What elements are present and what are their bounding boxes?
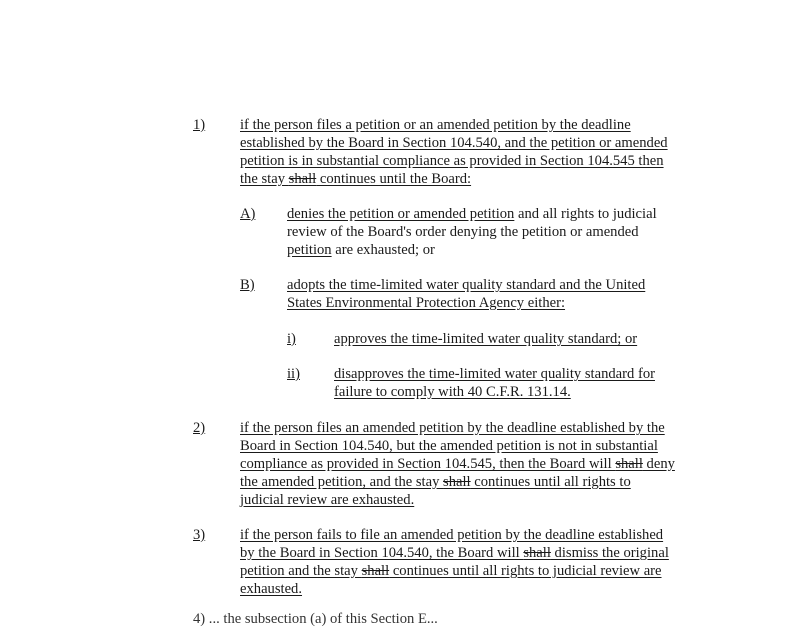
item-label: 1) xyxy=(193,117,206,133)
text-line xyxy=(240,419,665,437)
struck-text: shall xyxy=(288,171,317,187)
struck-text: shall xyxy=(523,545,551,561)
subitem-label: B) xyxy=(240,277,255,293)
struck-text: shall xyxy=(443,474,471,490)
text-segment: and all rights to judicial xyxy=(514,206,657,222)
text-line xyxy=(240,544,669,562)
text-line xyxy=(334,383,571,401)
text-segment: exhausted. xyxy=(240,581,303,597)
struck-text: shall xyxy=(615,456,643,472)
cut-off-line: 4) ... the subsection (a) of this Section E... xyxy=(193,611,438,627)
subsubitem-label: ii) xyxy=(287,366,300,382)
item-label: 2) xyxy=(193,420,206,436)
text-segment: denies the petition or amended petition xyxy=(287,206,515,222)
text-segment: petition xyxy=(287,242,332,258)
text-line xyxy=(240,170,471,188)
text-segment: compliance as provided in Section 104.545, then the Board will xyxy=(240,456,616,472)
text-segment: if the person files an amended petition by the deadline established by the xyxy=(240,420,665,436)
text-segment: if the person fails to file an amended petition by the deadline established xyxy=(240,527,664,543)
text-segment: if the person files a petition or an amended petition by the deadline xyxy=(240,117,631,133)
text-segment: failure to comply with 40 C.F.R. 131.14. xyxy=(334,384,571,400)
subitem-label: A) xyxy=(240,206,256,222)
text-line xyxy=(334,330,637,348)
text-segment: judicial review are exhausted. xyxy=(240,492,415,508)
text-segment: review of the Board's order denying the petition or amended xyxy=(287,224,639,240)
text-line xyxy=(240,134,668,152)
text-segment: by the Board in Section 104.540, the Board will xyxy=(240,545,524,561)
text-line xyxy=(287,223,639,241)
text-line xyxy=(240,562,662,580)
text-segment: are exhausted; or xyxy=(331,242,435,258)
text-line xyxy=(240,152,664,170)
text-segment: dismiss the original xyxy=(550,545,669,561)
text-segment: States Environmental Protection Agency either: xyxy=(287,295,566,311)
text-segment: continues until all rights to xyxy=(470,474,631,490)
text-line xyxy=(240,455,675,473)
text-line xyxy=(240,473,631,491)
item-label: 3) xyxy=(193,527,206,543)
text-line xyxy=(334,365,655,383)
text-line xyxy=(240,491,414,509)
text-segment: established by the Board in Section 104.540, and the petition or amended xyxy=(240,135,668,151)
text-segment: deny xyxy=(642,456,675,472)
text-segment: the amended petition, and the stay xyxy=(240,474,444,490)
text-segment: adopts the time-limited water quality standard and the United xyxy=(287,277,646,293)
text-segment: disapproves the time-limited water quality standard for xyxy=(334,366,655,382)
text-line xyxy=(240,580,302,598)
text-line xyxy=(287,276,645,294)
text-line xyxy=(240,437,658,455)
text-segment: petition is in substantial compliance as provided in Section 104.545 then xyxy=(240,153,664,169)
text-segment: Board in Section 104.540, but the amended petition is not in substantial xyxy=(240,438,658,454)
text-segment: approves the time-limited water quality standard; or xyxy=(334,331,638,347)
subsubitem-label: i) xyxy=(287,331,296,347)
text-segment: continues until the Board: xyxy=(316,171,472,187)
struck-text: shall xyxy=(361,563,390,579)
text-line xyxy=(287,294,565,312)
text-segment: the stay xyxy=(240,171,289,187)
text-segment: petition and the stay xyxy=(240,563,362,579)
text-segment: continues until all rights to judicial review are xyxy=(389,563,662,579)
text-line xyxy=(287,205,657,223)
text-line xyxy=(240,526,663,544)
text-line xyxy=(287,241,435,259)
text-line xyxy=(240,116,631,134)
